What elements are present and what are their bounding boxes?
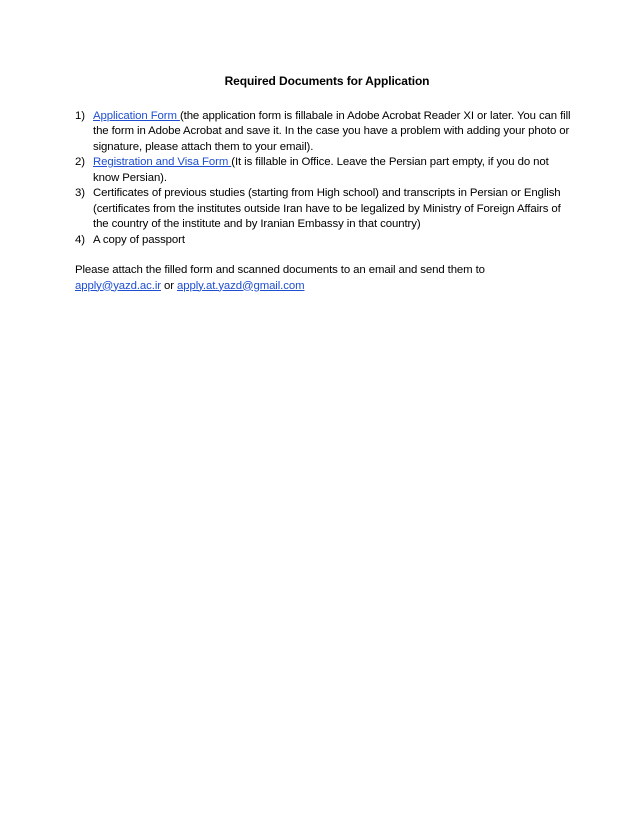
closing-text: Please attach the filled form and scanned documents to an email and send them to bbox=[75, 264, 485, 276]
item-text: (the application form is fillabale in Adobe Acrobat Reader XI or later. You can fill the form in Adobe Acrobat and save it. In the case you have a problem with adding your photo or signature, please attach them to your email). bbox=[93, 109, 571, 153]
document-title: Required Documents for Application bbox=[224, 74, 430, 88]
email-link-yazd[interactable]: apply@yazd.ac.ir bbox=[75, 279, 161, 292]
list-item-registration-visa-form bbox=[75, 155, 575, 186]
item-text: (It is fillable in Office. Leave the Persian part empty, if you do not know Persian). bbox=[93, 156, 549, 184]
item-number: 2) bbox=[75, 156, 85, 168]
item-number: 1) bbox=[75, 109, 85, 122]
requirements-list bbox=[75, 109, 575, 249]
registration-visa-form-link[interactable]: Registration and Visa Form bbox=[93, 156, 232, 168]
item-number: 3) bbox=[75, 187, 85, 199]
item-number: 4) bbox=[75, 233, 85, 246]
item-text: Certificates of previous studies (starting from High school) and transcripts in Persian or English (certificates from the institutes outside Iran have to be legalized by Ministry of Foreign Affairs of the country of the institute and by Iranian Embassy in that country) bbox=[93, 187, 561, 230]
email-separator: or bbox=[160, 279, 178, 292]
list-item-passport bbox=[75, 233, 575, 249]
document-body bbox=[75, 74, 575, 294]
item-text: A copy of passport bbox=[93, 233, 185, 246]
list-item-certificates bbox=[75, 186, 575, 233]
application-form-link[interactable]: Application Form bbox=[93, 109, 180, 122]
email-link-gmail[interactable]: apply.at.yazd@gmail.com bbox=[177, 279, 305, 292]
list-item-application-form bbox=[75, 109, 575, 156]
closing-paragraph bbox=[75, 263, 575, 294]
